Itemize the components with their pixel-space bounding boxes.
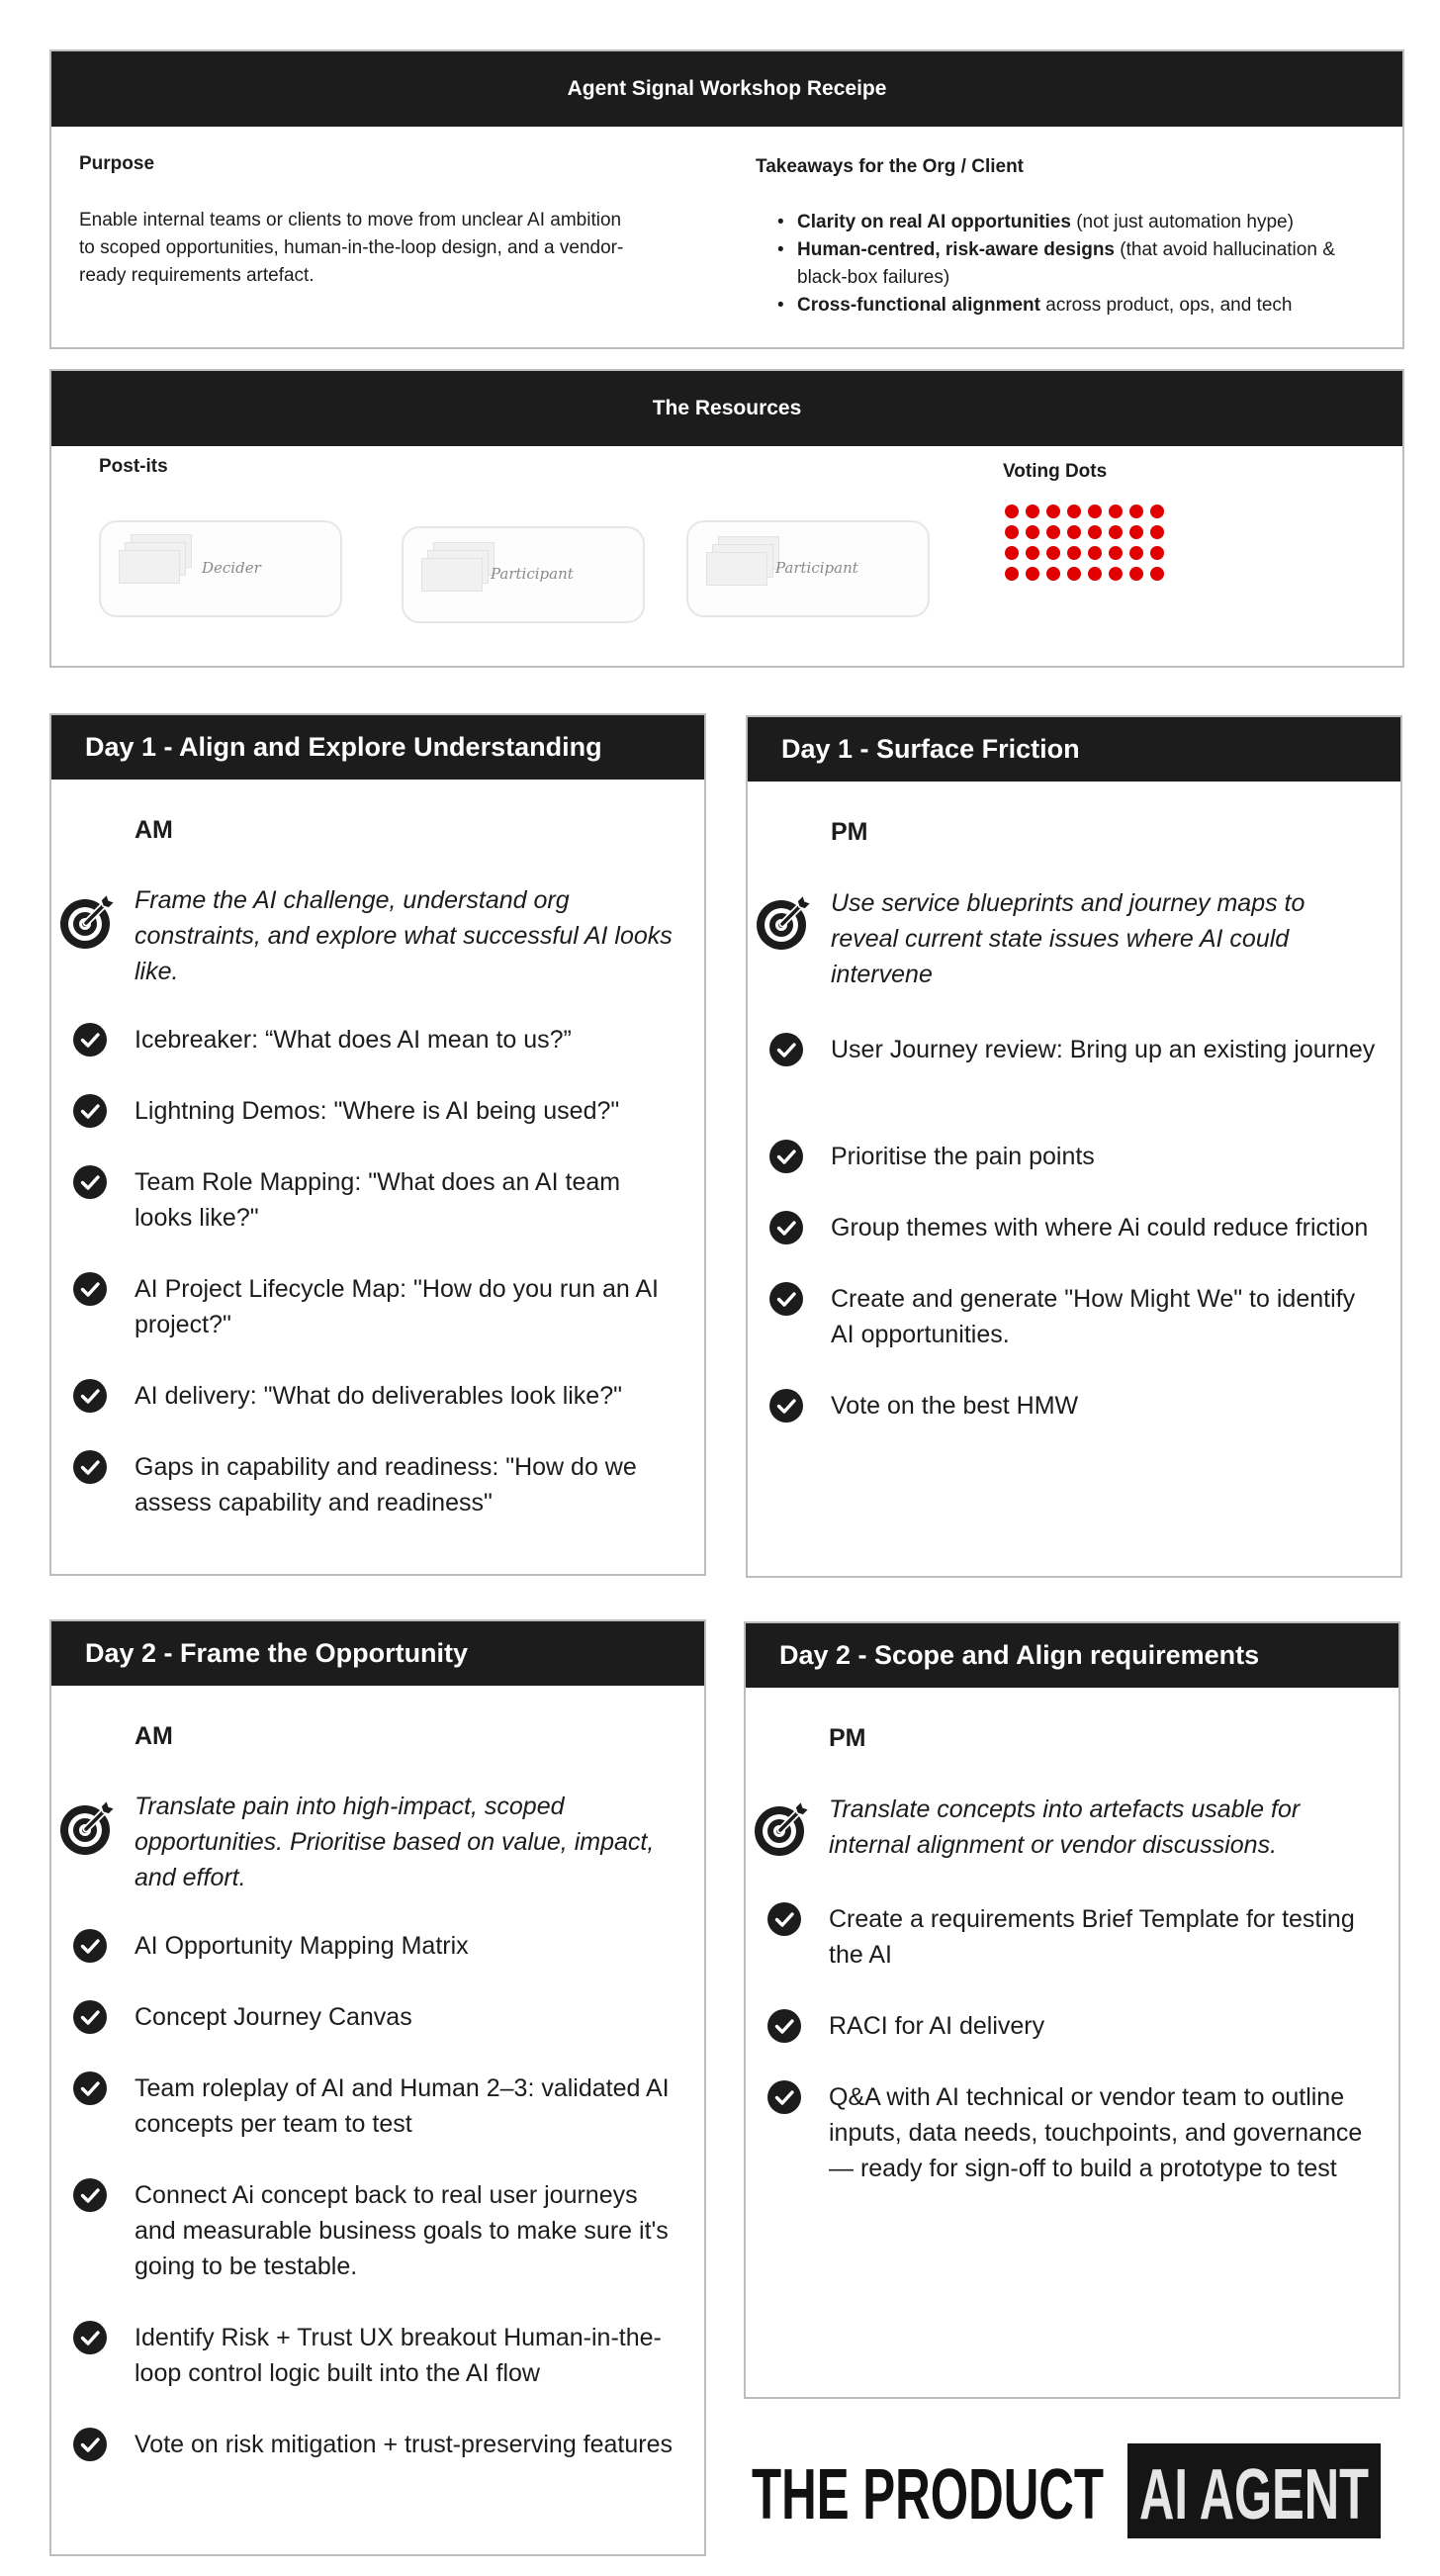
- task-text: User Journey review: Bring up an existing journey: [831, 1036, 1376, 1063]
- check-circle-icon: [73, 1165, 107, 1199]
- task-text: Prioritise the pain points: [831, 1143, 1095, 1170]
- voting-dot: [1150, 505, 1164, 518]
- voting-dot: [1067, 567, 1081, 581]
- takeaways-list: [777, 209, 1361, 320]
- task-text: Group themes with where Ai could reduce friction: [831, 1214, 1369, 1242]
- check-circle-icon: [767, 2009, 801, 2043]
- task-text: Gaps in capability and readiness: "How do we assess capability and readiness": [135, 1453, 637, 1517]
- voting-dot: [1088, 546, 1102, 560]
- voting-dot: [1005, 505, 1019, 518]
- workshop-title: Agent Signal Workshop Receipe: [51, 51, 1402, 127]
- voting-dot: [1129, 546, 1143, 560]
- task-text: Team Role Mapping: "What does an AI team looks like?": [135, 1168, 621, 1232]
- check-circle-icon: [769, 1140, 803, 1173]
- check-circle-icon: [73, 2428, 107, 2461]
- voting-dot: [1150, 525, 1164, 539]
- task-text: Connect Ai concept back to real user journeys and measurable business goals to make sure it's going to be testable.: [135, 2181, 669, 2280]
- session-goal: Use service blueprints and journey maps to reveal current state issues where AI could intervene: [831, 889, 1305, 988]
- voting-dot: [1088, 505, 1102, 518]
- workshop-panel: [49, 49, 1404, 349]
- target-goal-icon: [754, 893, 813, 953]
- voting-dot: [1067, 525, 1081, 539]
- session-label: AM: [135, 1722, 173, 1750]
- voting-dots-title: Voting Dots: [1003, 461, 1108, 482]
- voting-dot: [1046, 546, 1060, 560]
- check-circle-icon: [73, 1929, 107, 1963]
- check-circle-icon: [73, 2000, 107, 2034]
- day-panel-day1-pm: [746, 715, 1402, 1578]
- task-text: Icebreaker: “What does AI mean to us?”: [135, 1026, 572, 1054]
- task-text: Q&A with AI technical or vendor team to outline inputs, data needs, touchpoints, and governance — ready for sign-off to build a prototype to test: [829, 2083, 1363, 2182]
- voting-dot: [1109, 525, 1123, 539]
- voting-dot: [1109, 546, 1123, 560]
- check-circle-icon: [769, 1282, 803, 1316]
- check-circle-icon: [73, 1450, 107, 1484]
- product-ai-agent-logo: [748, 2439, 1385, 2538]
- logo-right-text: AI AGENT: [1139, 2455, 1370, 2534]
- voting-dot: [1005, 567, 1019, 581]
- takeaway-bold: Cross-functional alignment: [797, 295, 1040, 316]
- purpose-line: Enable internal teams or clients to move from unclear AI ambition: [79, 210, 622, 230]
- target-goal-icon: [57, 892, 117, 952]
- voting-dot: [1067, 505, 1081, 518]
- postit-label: Participant: [775, 559, 858, 577]
- session-label: PM: [829, 1724, 866, 1752]
- voting-dot: [1129, 525, 1143, 539]
- voting-dot: [1088, 567, 1102, 581]
- postits-title: Post-its: [99, 456, 168, 477]
- check-circle-icon: [769, 1033, 803, 1066]
- takeaway-item: [777, 209, 1361, 236]
- task-text: Team roleplay of AI and Human 2–3: validated AI concepts per team to test: [135, 2074, 670, 2138]
- check-circle-icon: [73, 1272, 107, 1306]
- day-title: Day 2 - Frame the Opportunity: [51, 1621, 704, 1686]
- task-text: Identify Risk + Trust UX breakout Human-in-the-loop control logic built into the AI flow: [135, 2324, 662, 2387]
- purpose-title: Purpose: [79, 153, 155, 174]
- target-goal-icon: [57, 1798, 117, 1858]
- check-circle-icon: [73, 1023, 107, 1057]
- task-text: Create a requirements Brief Template for testing the AI: [829, 1905, 1355, 1969]
- voting-dot: [1005, 546, 1019, 560]
- takeaway-rest: (that avoid hallucination & black-box failures): [797, 239, 1335, 288]
- day-panel-day1-am: [49, 713, 706, 1576]
- voting-dot: [1046, 505, 1060, 518]
- target-goal-icon: [752, 1799, 811, 1859]
- postit-card: [402, 526, 645, 623]
- takeaway-rest: across product, ops, and tech: [1039, 295, 1293, 316]
- task-text: RACI for AI delivery: [829, 2012, 1045, 2040]
- day-title: Day 1 - Align and Explore Understanding: [51, 715, 704, 780]
- voting-dot: [1067, 546, 1081, 560]
- voting-dot: [1026, 546, 1039, 560]
- voting-dot: [1046, 567, 1060, 581]
- task-text: AI Project Lifecycle Map: "How do you run an AI project?": [135, 1275, 659, 1338]
- session-goal: Frame the AI challenge, understand org constraints, and explore what successful AI looks like.: [135, 886, 673, 985]
- check-circle-icon: [767, 2080, 801, 2114]
- task-text: AI Opportunity Mapping Matrix: [135, 1932, 469, 1960]
- postit-label: Decider: [202, 559, 261, 577]
- takeaway-bold: Human-centred, risk-aware designs: [797, 239, 1115, 260]
- purpose-line: ready requirements artefact.: [79, 265, 315, 286]
- takeaways-title: Takeaways for the Org / Client: [756, 156, 1025, 177]
- resources-title: The Resources: [51, 371, 1402, 446]
- voting-dot: [1150, 546, 1164, 560]
- postit-label: Participant: [491, 565, 574, 583]
- task-text: Create and generate "How Might We" to identify AI opportunities.: [831, 1285, 1356, 1348]
- voting-dot: [1026, 525, 1039, 539]
- session-label: AM: [135, 816, 173, 844]
- check-circle-icon: [769, 1389, 803, 1423]
- resources-panel: [49, 369, 1404, 668]
- voting-dot: [1129, 567, 1143, 581]
- check-circle-icon: [73, 2321, 107, 2354]
- check-circle-icon: [767, 1902, 801, 1936]
- voting-dot: [1005, 525, 1019, 539]
- day-panel-day2-pm: [744, 1621, 1400, 2399]
- voting-dot: [1150, 567, 1164, 581]
- voting-dot: [1129, 505, 1143, 518]
- day-title: Day 1 - Surface Friction: [748, 717, 1400, 782]
- task-text: Concept Journey Canvas: [135, 2003, 412, 2031]
- takeaway-bold: Clarity on real AI opportunities: [797, 212, 1071, 232]
- voting-dot: [1088, 525, 1102, 539]
- check-circle-icon: [769, 1211, 803, 1244]
- takeaway-item: [777, 236, 1361, 292]
- day-title: Day 2 - Scope and Align requirements: [746, 1623, 1398, 1688]
- takeaway-item: [777, 292, 1361, 320]
- task-text: AI delivery: "What do deliverables look like?": [135, 1382, 622, 1410]
- session-label: PM: [831, 818, 868, 846]
- postit-card: [99, 520, 342, 617]
- voting-dot: [1026, 567, 1039, 581]
- purpose-text: [79, 207, 712, 290]
- postit-card: [686, 520, 930, 617]
- logo-left-text: THE PRODUCT: [752, 2455, 1105, 2534]
- voting-dot: [1026, 505, 1039, 518]
- voting-dot: [1046, 525, 1060, 539]
- voting-dot: [1109, 505, 1123, 518]
- voting-dots: [1005, 505, 1164, 581]
- check-circle-icon: [73, 2071, 107, 2105]
- session-goal: Translate concepts into artefacts usable for internal alignment or vendor discussions.: [829, 1795, 1301, 1859]
- task-text: Lightning Demos: "Where is AI being used?": [135, 1097, 620, 1125]
- check-circle-icon: [73, 1379, 107, 1413]
- task-text: Vote on the best HMW: [831, 1392, 1079, 1420]
- session-goal: Translate pain into high-impact, scoped opportunities. Prioritise based on value, impact, and effort.: [135, 1793, 655, 1891]
- check-circle-icon: [73, 1094, 107, 1128]
- day-panel-day2-am: [49, 1619, 706, 2556]
- takeaway-rest: (not just automation hype): [1070, 212, 1294, 232]
- voting-dot: [1109, 567, 1123, 581]
- task-text: Vote on risk mitigation + trust-preserving features: [135, 2431, 674, 2458]
- purpose-line: to scoped opportunities, human-in-the-loop design, and a vendor-: [79, 237, 624, 258]
- check-circle-icon: [73, 2178, 107, 2212]
